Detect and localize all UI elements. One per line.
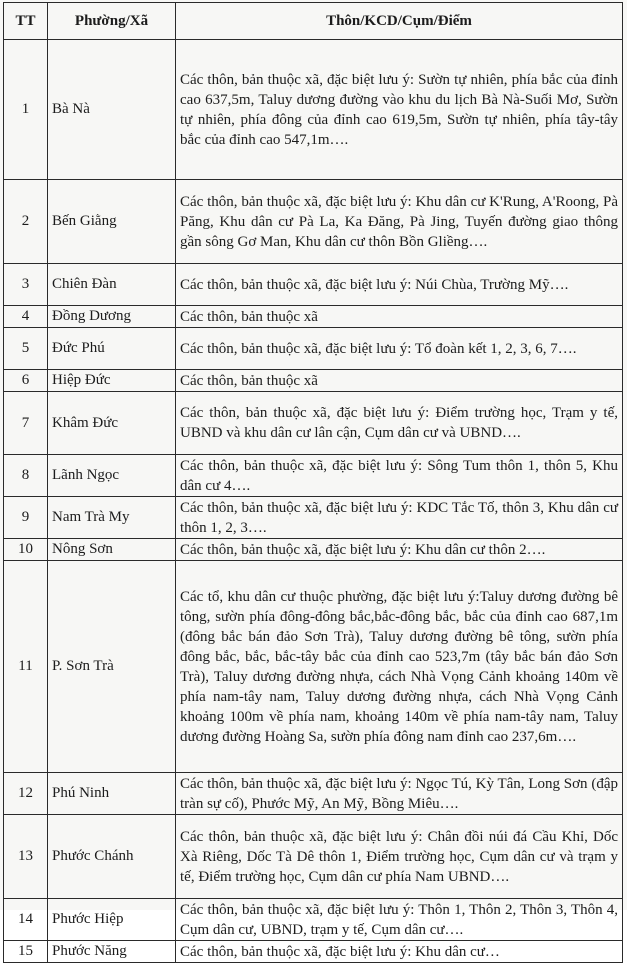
- places-description: Các thôn, bản thuộc xã, đặc biệt lưu ý: Sông Tum thôn 1, thôn 5, Khu dân cư 4….: [176, 455, 623, 497]
- table-row: [4, 497, 623, 539]
- header-ward: Phường/Xã: [48, 3, 176, 40]
- places-description: Các thôn, bản thuộc xã, đặc biệt lưu ý: Khu dân cư…: [176, 941, 623, 963]
- ward-name: Chiên Đàn: [48, 264, 176, 306]
- row-number: 14: [4, 899, 48, 941]
- header-tt: TT: [4, 3, 48, 40]
- ward-name: P. Sơn Trà: [48, 561, 176, 773]
- places-description: Các thôn, bản thuộc xã, đặc biệt lưu ý: Sườn tự nhiên, phía bắc của đỉnh cao 637,5m, Taluy dương đường vào khu du lịch Bà Nà-Suối Mơ, Sườn tự nhiên, phía đông của đỉnh cao 619,5m, Sườn tự nhiên, phía tây-tây bắc của đỉnh cao 547,1m….: [176, 40, 623, 180]
- table-row: [4, 40, 623, 180]
- ward-name: Lãnh Ngọc: [48, 455, 176, 497]
- places-description: Các thôn, bản thuộc xã: [176, 306, 623, 328]
- header-row: [4, 3, 623, 40]
- row-number: 5: [4, 328, 48, 370]
- table-row: [4, 539, 623, 561]
- ward-name: Nam Trà My: [48, 497, 176, 539]
- table-row: [4, 899, 623, 941]
- row-number: 9: [4, 497, 48, 539]
- table-row: [4, 180, 623, 264]
- row-number: 4: [4, 306, 48, 328]
- table-body: [4, 40, 623, 963]
- row-number: 13: [4, 815, 48, 899]
- ward-name: Phước Chánh: [48, 815, 176, 899]
- row-number: 7: [4, 392, 48, 455]
- ward-name: Khâm Đức: [48, 392, 176, 455]
- table-header: [4, 3, 623, 40]
- row-number: 10: [4, 539, 48, 561]
- places-description: Các thôn, bản thuộc xã, đặc biệt lưu ý: Khu dân cư thôn 2….: [176, 539, 623, 561]
- places-description: Các thôn, bản thuộc xã, đặc biệt lưu ý: Khu dân cư K'Rung, A'Roong, Pà Păng, Khu dân cư Pà La, Ka Đăng, Pà Jing, Tuyến đường giao thông gần sông Gơ Man, Khu dân cư thôn Bồn Gliềng….: [176, 180, 623, 264]
- table-row: [4, 561, 623, 773]
- ward-name: Bà Nà: [48, 40, 176, 180]
- row-number: 15: [4, 941, 48, 963]
- ward-name: Hiệp Đức: [48, 370, 176, 392]
- table-row: [4, 773, 623, 815]
- row-number: 12: [4, 773, 48, 815]
- table-row: [4, 264, 623, 306]
- row-number: 11: [4, 561, 48, 773]
- table-row: [4, 306, 623, 328]
- table-row: [4, 941, 623, 963]
- ward-name: Đồng Dương: [48, 306, 176, 328]
- places-description: Các tổ, khu dân cư thuộc phường, đặc biệt lưu ý:Taluy dương đường bê tông, sườn phía đông-đông bắc,bắc-đông bắc, bắc của đỉnh cao 687,1m (đông bắc bán đảo Sơn Trà), Taluy dương đường bê tông, sườn phía đông bắc, bắc, bắc-tây bắc của đỉnh cao 523,7m (tây bắc bán đảo Sơn Trà), Taluy dương đường nhựa, cách Nhà Vọng Cảnh khoảng 140m về phía nam-tây nam, Taluy dương đường nhựa, cách Nhà Vọng Cảnh khoảng 100m về phía nam, khoảng 140m về phía nam-tây nam, Taluy dương đường Hoàng Sa, sườn phía đông nam đỉnh cao 237,6m….: [176, 561, 623, 773]
- places-description: Các thôn, bản thuộc xã, đặc biệt lưu ý: Điểm trường học, Trạm y tế, UBND và khu dân cư lân cận, Cụm dân cư và UBND….: [176, 392, 623, 455]
- table-row: [4, 392, 623, 455]
- ward-name: Nông Sơn: [48, 539, 176, 561]
- places-description: Các thôn, bản thuộc xã, đặc biệt lưu ý: Tổ đoàn kết 1, 2, 3, 6, 7….: [176, 328, 623, 370]
- header-places: Thôn/KCD/Cụm/Điểm: [176, 3, 623, 40]
- places-description: Các thôn, bản thuộc xã, đặc biệt lưu ý: Núi Chùa, Trường Mỹ….: [176, 264, 623, 306]
- places-description: Các thôn, bản thuộc xã: [176, 370, 623, 392]
- row-number: 1: [4, 40, 48, 180]
- places-description: Các thôn, bản thuộc xã, đặc biệt lưu ý: KDC Tắc Tố, thôn 3, Khu dân cư thôn 1, 2, 3….: [176, 497, 623, 539]
- ward-name: Phước Hiệp: [48, 899, 176, 941]
- landslide-risk-table: [3, 2, 623, 963]
- ward-name: Bến Giằng: [48, 180, 176, 264]
- row-number: 6: [4, 370, 48, 392]
- ward-name: Phước Năng: [48, 941, 176, 963]
- table-row: [4, 815, 623, 899]
- row-number: 3: [4, 264, 48, 306]
- row-number: 8: [4, 455, 48, 497]
- table-row: [4, 370, 623, 392]
- places-description: Các thôn, bản thuộc xã, đặc biệt lưu ý: Thôn 1, Thôn 2, Thôn 3, Thôn 4, Cụm dân cư, UBND, trạm y tế, Cụm dân cư….: [176, 899, 623, 941]
- places-description: Các thôn, bản thuộc xã, đặc biệt lưu ý: Chân đồi núi đá Cầu Khỉ, Dốc Xà Riêng, Dốc Tà Dê thôn 1, Điểm trường học, Cụm dân cư và trạm y tế, Điểm trường học, Cụm dân cư phía Nam UBND….: [176, 815, 623, 899]
- table-row: [4, 328, 623, 370]
- ward-name: Đức Phú: [48, 328, 176, 370]
- row-number: 2: [4, 180, 48, 264]
- places-description: Các thôn, bản thuộc xã, đặc biệt lưu ý: Ngọc Tú, Kỳ Tân, Long Sơn (đập tràn sự cố), Phước Mỹ, An Mỹ, Bồng Miêu….: [176, 773, 623, 815]
- ward-name: Phú Ninh: [48, 773, 176, 815]
- table-row: [4, 455, 623, 497]
